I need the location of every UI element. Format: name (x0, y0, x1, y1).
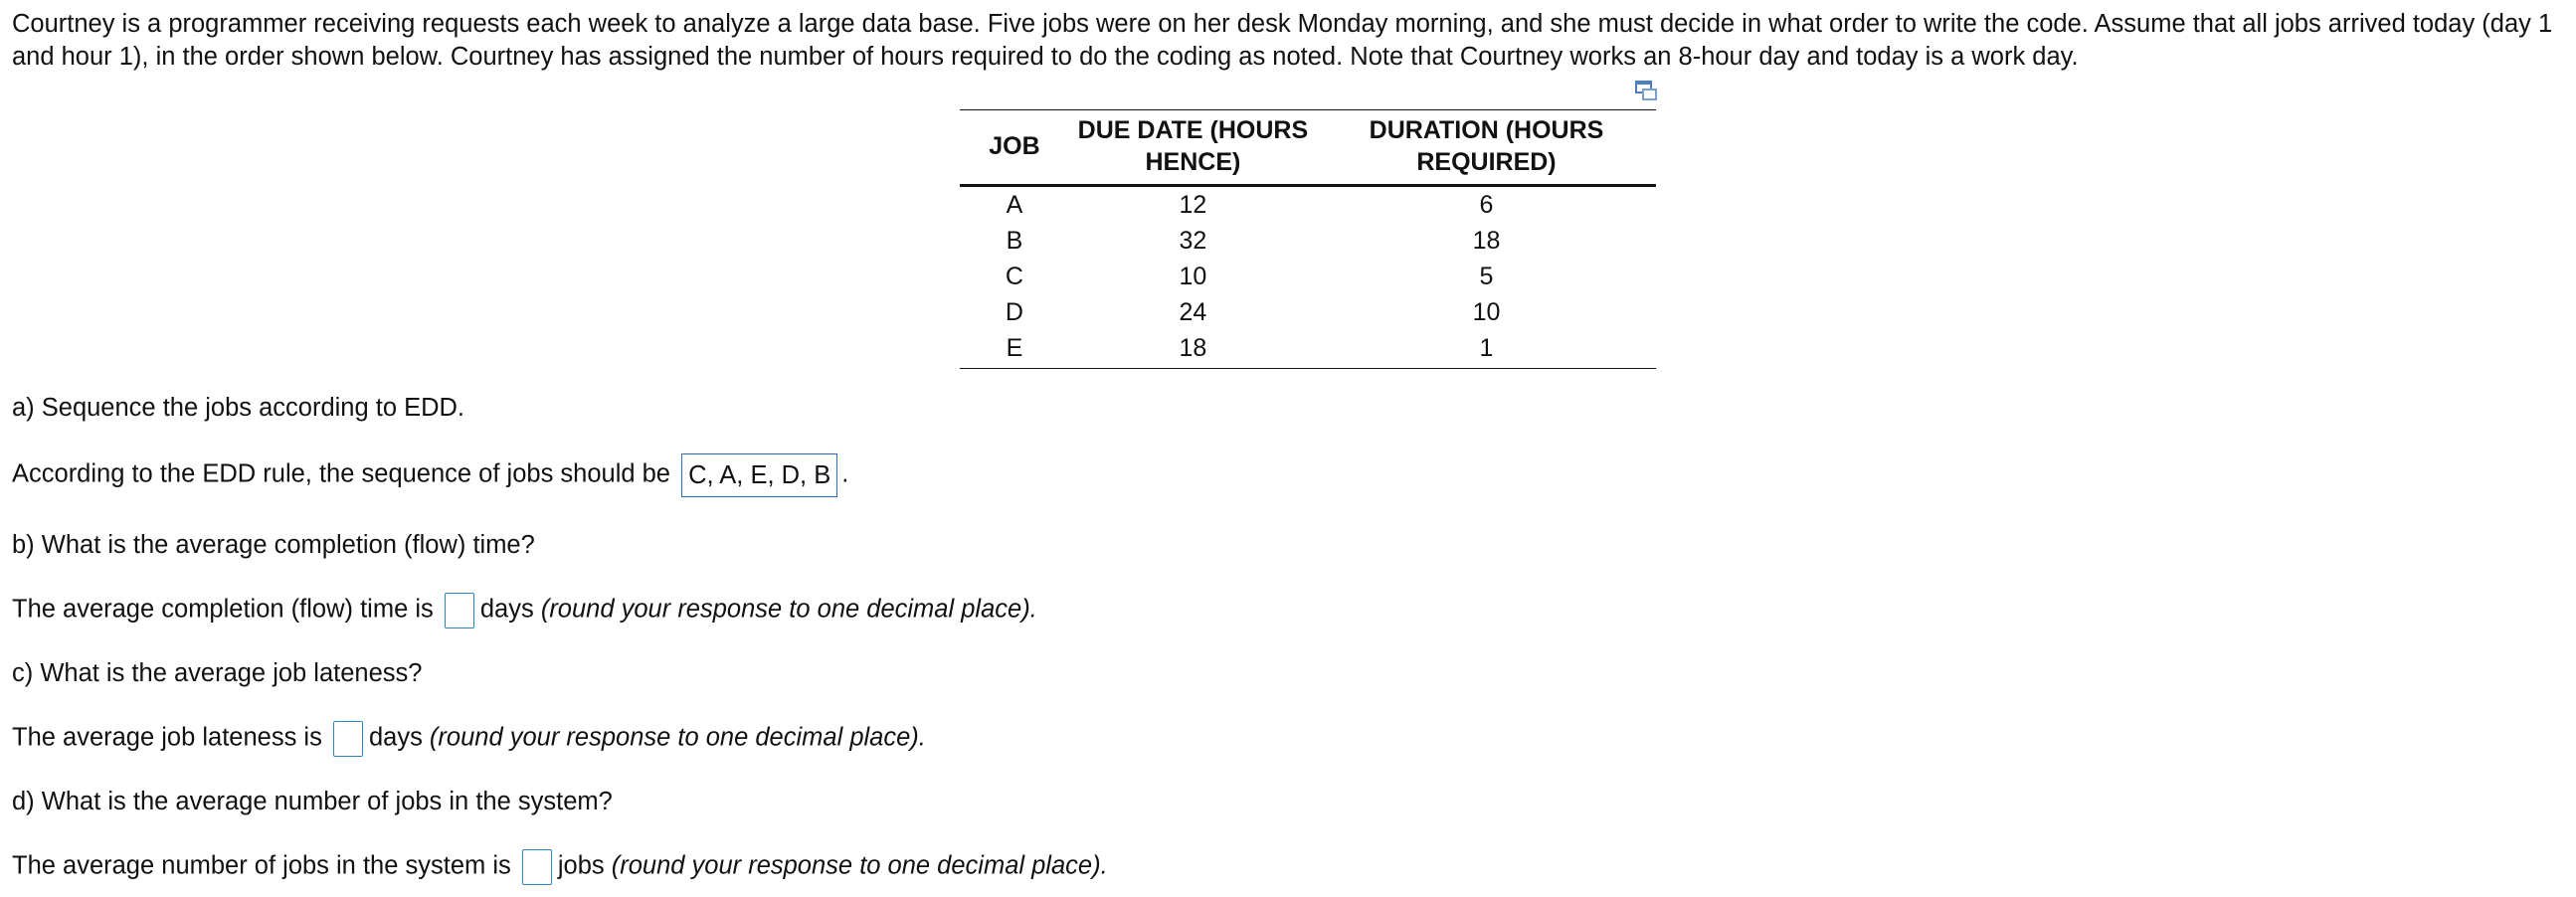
header-job: JOB (960, 110, 1069, 186)
question-b-unit: days (479, 595, 534, 624)
question-b-note: (round your response to one decimal place). (540, 595, 1037, 624)
cell-job: B (1006, 227, 1023, 255)
question-a-text: According to the EDD rule, the sequence of jobs should be (12, 459, 670, 488)
question-d-prompt: d) What is the average number of jobs in the system? (12, 788, 613, 815)
question-c-note: (round your response to one decimal place). (429, 723, 926, 752)
jobs-table (960, 109, 1656, 369)
cell-job: D (1005, 298, 1023, 326)
table-row (960, 259, 1656, 294)
cell-duration: 6 (1479, 191, 1494, 219)
cell-job: A (1006, 191, 1023, 219)
table-row (960, 294, 1656, 330)
avg-jobs-in-system-input[interactable] (522, 849, 552, 885)
table-row (960, 186, 1656, 224)
cell-due: 12 (1179, 191, 1207, 219)
question-d-answer-line (12, 849, 1108, 885)
cell-due: 10 (1179, 263, 1207, 290)
cell-duration: 1 (1317, 330, 1656, 369)
edd-sequence-answer[interactable]: C, A, E, D, B (681, 453, 837, 497)
cell-job: C (1005, 263, 1023, 290)
question-b-text: The average completion (flow) time is (12, 595, 434, 624)
question-b-answer-line (12, 593, 1037, 628)
question-a-answer-line (12, 453, 848, 497)
avg-lateness-input[interactable] (333, 721, 363, 757)
header-duration: DURATION (HOURS REQUIRED) (1317, 110, 1656, 186)
cell-duration: 5 (1479, 263, 1494, 290)
cell-duration: 18 (1472, 227, 1501, 255)
table-header-row (960, 110, 1656, 186)
copy-table-icon[interactable] (1634, 80, 1658, 101)
question-a-period: . (841, 459, 849, 488)
question-d-note: (round your response to one decimal place). (611, 851, 1108, 880)
table-row (960, 223, 1656, 259)
cell-duration: 10 (1472, 298, 1501, 326)
question-b-prompt: b) What is the average completion (flow) time? (12, 531, 535, 559)
question-d-text: The average number of jobs in the system is (12, 851, 511, 880)
cell-due: 32 (1179, 227, 1207, 255)
avg-completion-time-input[interactable] (445, 593, 474, 628)
header-due-date: DUE DATE (HOURS HENCE) (1069, 110, 1317, 186)
question-c-prompt: c) What is the average job lateness? (12, 659, 423, 687)
cell-job: E (960, 330, 1069, 369)
question-c-text: The average job lateness is (12, 723, 322, 752)
question-a-prompt: a) Sequence the jobs according to EDD. (12, 394, 465, 422)
table-row (960, 330, 1656, 369)
problem-intro: Courtney is a programmer receiving requests each week to analyze a large data base. Five jobs were on her desk Monday morning, and she must decide in what order to write the code. Assume that all jobs arrived today (day 1 and hour 1), in the order shown below. Courtney has assigned the number of hours required to do the coding as noted. Note that Courtney works an 8-hour day and today is a work day. (12, 10, 2553, 71)
question-c-answer-line (12, 721, 926, 757)
cell-due: 18 (1069, 330, 1317, 369)
question-c-unit: days (368, 723, 423, 752)
question-d-unit: jobs (557, 851, 605, 880)
cell-due: 24 (1179, 298, 1207, 326)
